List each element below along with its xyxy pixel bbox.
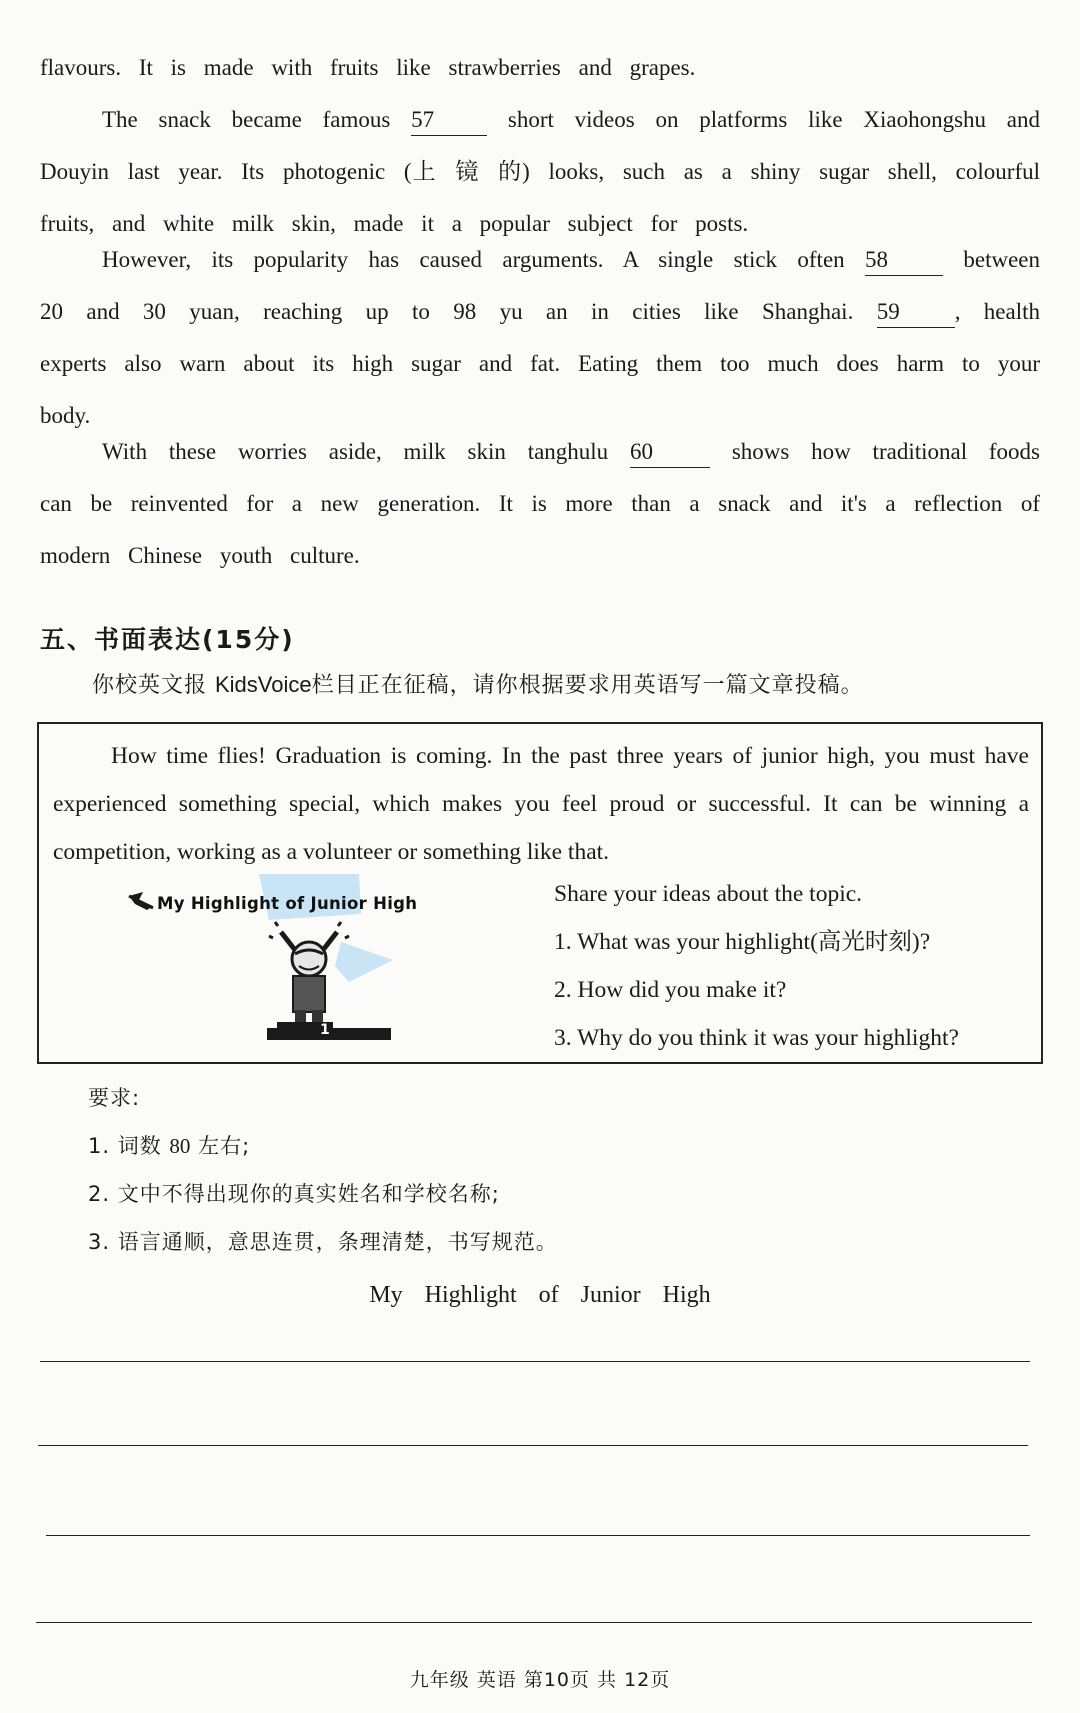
passage-text: However, its popularity has caused arguments. A single stick often <box>102 247 845 272</box>
blank-57[interactable]: 57 <box>411 105 487 136</box>
passage-text: flavours. It is made with fruits like strawberries and grapes. <box>40 55 696 80</box>
question-item: 1. What was your highlight(高光时刻)? <box>554 929 931 955</box>
passage-text: The snack became famous <box>102 107 391 132</box>
podium-number: 1 <box>320 1022 330 1038</box>
passage-text: With these worries aside, milk skin tanghulu <box>102 439 609 464</box>
instruction-column-name: KidsVoice <box>215 672 312 697</box>
blank-58[interactable]: 58 <box>865 245 943 276</box>
requirement-item-3: 3. 语言通顺，意思连贯，条理清楚，书写规范。 <box>88 1230 558 1254</box>
requirement-item-1 <box>88 1130 250 1160</box>
writing-line[interactable] <box>36 1622 1032 1623</box>
requirements-heading: 要求: <box>88 1086 141 1110</box>
instruction-text: 你校英文报 <box>92 673 215 698</box>
share-ideas-line: Share your ideas about the topic. <box>554 881 863 907</box>
question-item: 3. Why do you think it was your highlight? <box>554 1025 959 1051</box>
writing-line[interactable] <box>46 1535 1030 1536</box>
requirement-text: 1. 词数 <box>88 1134 170 1158</box>
section-title: 五、书面表达(15分) <box>40 625 295 654</box>
blank-60[interactable]: 60 <box>630 437 710 468</box>
word-count: 80 <box>169 1134 191 1158</box>
highlight-illustration <box>109 874 529 1054</box>
writing-line[interactable] <box>40 1361 1030 1362</box>
blank-59[interactable]: 59 <box>877 297 955 328</box>
page-footer: 九年级 英语 第10页 共 12页 <box>409 1669 671 1691</box>
prompt-text <box>53 732 1029 876</box>
requirement-item-2: 2. 文中不得出现你的真实姓名和学校名称; <box>88 1182 500 1206</box>
passage-text: between 20 and 30 yuan, reaching up to 98 yu an in cities like Shanghai. <box>40 247 1041 324</box>
writing-line[interactable] <box>38 1445 1028 1446</box>
prompt-questions <box>554 870 1034 1062</box>
question-item: 2. How did you make it? <box>554 977 787 1003</box>
passage-paragraph-2 <box>40 234 1040 442</box>
passage-text: , health experts also warn about its high sugar and fat. Eating them too much does harm to your body. <box>40 299 1040 428</box>
passage-paragraph-1 <box>40 94 1040 250</box>
passage-text: shows how traditional foods can be reinvented for a new generation. It is more than a snack and it's a reflection of modern Chinese youth culture. <box>40 439 1041 568</box>
passage-paragraph-3 <box>40 426 1040 582</box>
instruction-text: 栏目正在征稿，请你根据要求用英语写一篇文章投稿。 <box>311 673 864 698</box>
writing-prompt-box <box>37 722 1043 1064</box>
essay-title: My Highlight of Junior High <box>369 1282 711 1308</box>
prompt-paragraph: How time flies! Graduation is coming. In the past three years of junior high, you must have experienced something special, which makes you feel proud or successful. It can be winning a competition, working as a volunteer or something like that. <box>53 743 1029 865</box>
section-instruction <box>92 668 864 699</box>
passage-text: short videos on platforms like Xiaohongshu and Douyin last year. Its photogenic (上 镜 的) looks, such as a shiny sugar shell, colourful fruits, and white milk skin, made it a popular subject for posts. <box>40 107 1040 236</box>
requirement-text: 左右; <box>190 1134 251 1158</box>
illustration-caption: My Highlight of Junior High <box>157 894 418 913</box>
passage-line-flavours <box>40 42 1040 94</box>
